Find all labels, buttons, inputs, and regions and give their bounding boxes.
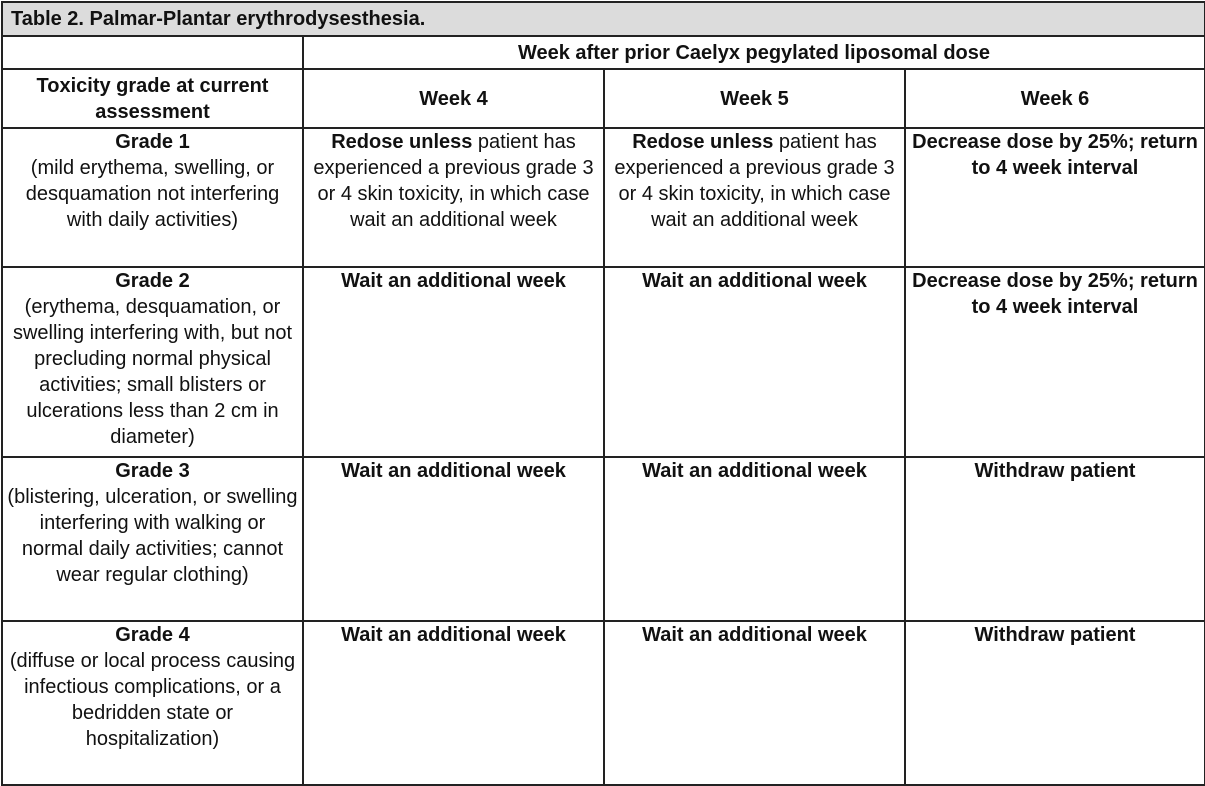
week5-action: Wait an additional week [642,624,867,646]
week6-action: Withdraw patient [905,621,1205,785]
table-row [2,128,1205,267]
table-row [2,621,1205,785]
grade-description: (mild erythema, swelling, or desquamation not interfering with daily activities) [25,157,280,231]
week5-action: Redose unless [632,131,774,153]
week4-detail: patient has experienced a previous grade 3 or 4 skin toxicity, in which case wait an additional week [313,131,594,231]
grade-label: Grade 4 [115,624,190,646]
week5-action: Wait an additional week [642,460,867,482]
span-header: Week after prior Caelyx pegylated liposomal dose [303,36,1205,69]
toxicity-table [1,1,1205,786]
week5-action: Wait an additional week [642,270,867,292]
table-title: Table 2. Palmar-Plantar erythrodysesthesia. [2,2,1205,36]
grade-label: Grade 2 [115,270,190,292]
grade-description: (erythema, desquamation, or swelling interfering with, but not precluding normal physical activities; small blisters or ulcerations less than 2 cm in diameter) [12,296,293,448]
column-header: Week 6 [905,69,1205,128]
week6-action: Decrease dose by 25%; return to 4 week interval [905,128,1205,267]
week4-action: Wait an additional week [341,270,566,292]
grade-label: Grade 1 [115,131,190,153]
week6-action: Withdraw patient [905,457,1205,621]
week5-detail: patient has experienced a previous grade 3 or 4 skin toxicity, in which case wait an additional week [614,131,895,231]
column-header: Week 5 [604,69,905,128]
empty-cell [2,36,303,69]
grade-description: (diffuse or local process causing infectious complications, or a bedridden state or hospitalization) [9,650,296,750]
grade-label: Grade 3 [115,460,190,482]
column-header: Toxicity grade at current assessment [2,69,303,128]
grade-description: (blistering, ulceration, or swelling interfering with walking or normal daily activities; cannot wear regular clothing) [7,486,298,586]
week6-action: Decrease dose by 25%; return to 4 week interval [905,267,1205,457]
week4-action: Redose unless [331,131,473,153]
week4-action: Wait an additional week [341,624,566,646]
week4-action: Wait an additional week [341,460,566,482]
column-header: Week 4 [303,69,604,128]
table-row [2,457,1205,621]
table-row [2,267,1205,457]
